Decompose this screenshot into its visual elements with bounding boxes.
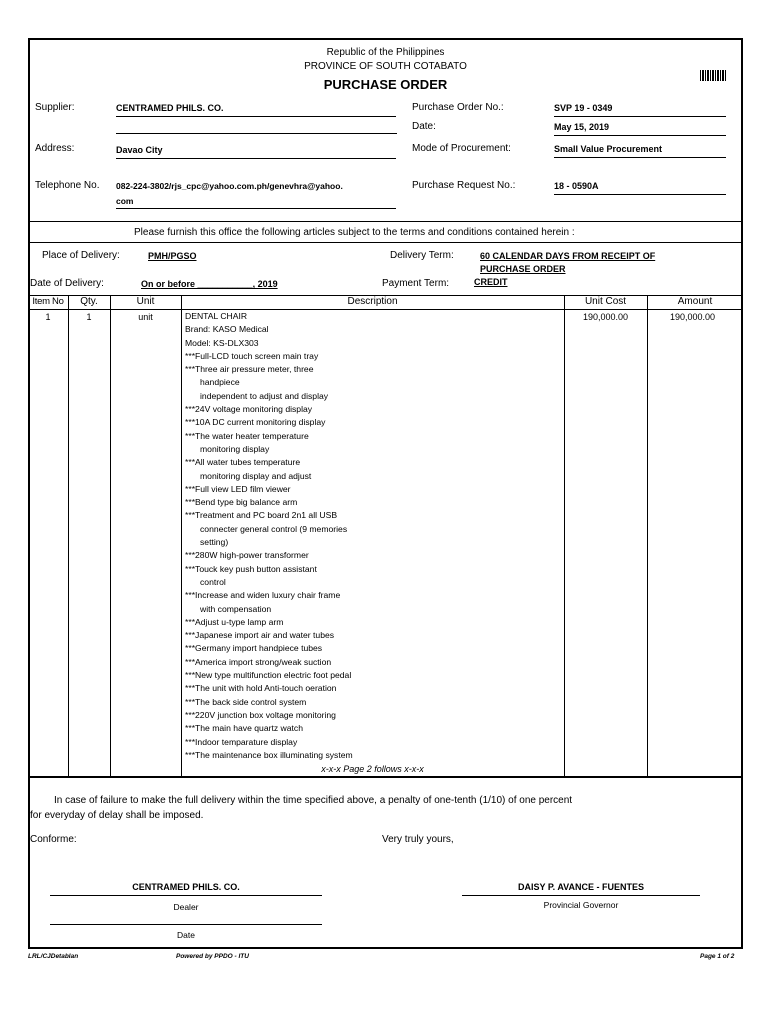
description-line: ***Three air pressure meter, three <box>185 364 314 375</box>
governor-name: DAISY P. AVANCE - FUENTES <box>517 882 645 892</box>
description-line: ***The back side control system <box>185 696 307 707</box>
delivery-term-value-1: 60 CALENDAR DAYS FROM RECEIPT OF <box>480 251 656 261</box>
header-qty: Qty. <box>80 296 98 307</box>
terms-divider <box>28 242 743 243</box>
description-line: setting) <box>200 537 229 548</box>
header-item-no: Item No <box>32 296 64 307</box>
dealer-signature-line <box>50 895 322 896</box>
description-line: ***Germany import handpiece tubes <box>185 643 323 654</box>
description-list <box>185 310 563 762</box>
very-truly-yours: Very truly yours, <box>382 834 454 845</box>
item-no-cell: 1 <box>45 312 51 322</box>
description-line: ***All water tubes temperature <box>185 457 301 468</box>
payment-term-label: Payment Term: <box>382 278 450 289</box>
description-line: ***Full-LCD touch screen main tray <box>185 350 319 361</box>
powered-by: Powered by PPDO - ITU <box>176 953 249 960</box>
telephone-label: Telephone No. <box>35 180 100 191</box>
telephone-value-1: 082-224-3802/rjs_cpc@yahoo.com.ph/genevhra@yahoo. <box>116 181 343 191</box>
description-line: ***280W high-power transformer <box>185 550 309 561</box>
col-line-5 <box>647 295 648 776</box>
description-line: DENTAL CHAIR <box>185 311 248 321</box>
col-line-4 <box>564 295 565 776</box>
delivery-term-value-2: PURCHASE ORDER <box>480 264 566 274</box>
dealer-date-line <box>50 924 322 925</box>
instruction-divider <box>28 221 743 222</box>
governor-signature-line <box>462 895 700 896</box>
page-continuation: x-x-x Page 2 follows x-x-x <box>321 764 424 774</box>
col-line-3 <box>181 295 182 776</box>
address-label: Address: <box>35 143 75 154</box>
penalty-line-2: for everyday of delay shall be imposed. <box>30 810 204 821</box>
header-description: Description <box>347 296 398 307</box>
dealer-label: Dealer <box>173 902 199 912</box>
preparer-code: LRL/CJDetablan <box>28 953 79 960</box>
telephone-value-2: com <box>116 196 396 209</box>
header-unit-cost: Unit Cost <box>584 296 627 307</box>
description-line: ***Treatment and PC board 2n1 all USB <box>185 510 338 521</box>
page-number: Page 1 of 2 <box>700 953 735 960</box>
unit-cell: unit <box>138 312 153 322</box>
col-line-2 <box>110 295 111 776</box>
pr-value: 18 - 0590A <box>554 181 726 195</box>
po-label: Purchase Order No.: <box>412 102 504 113</box>
mode-label: Mode of Procurement: <box>412 143 511 154</box>
dealer-date-label: Date <box>177 930 195 940</box>
conforme-label: Conforme: <box>30 834 77 845</box>
description-line: ***America import strong/weak suction <box>185 656 332 667</box>
delivery-term-label: Delivery Term: <box>390 250 454 261</box>
description-line: ***Touck key push button assistant <box>185 563 317 574</box>
payment-term-value: CREDIT <box>474 277 508 287</box>
date-value: May 15, 2019 <box>554 122 726 136</box>
description-line: Model: KS-DLX303 <box>185 337 259 348</box>
description-line: Brand: KASO Medical <box>185 324 269 335</box>
place-of-delivery-label: Place of Delivery: <box>42 250 120 261</box>
header-amount: Amount <box>677 296 713 307</box>
supplier-value: CENTRAMED PHILS. CO. <box>116 103 396 117</box>
description-line: handpiece <box>200 377 240 388</box>
header-republic: Republic of the Philippines <box>326 47 445 58</box>
description-line: ***The water heater temperature <box>185 430 309 441</box>
page-title: PURCHASE ORDER <box>323 77 448 92</box>
governor-title: Provincial Governor <box>543 900 619 910</box>
description-line: ***Bend type big balance arm <box>185 497 298 508</box>
description-line: monitoring display and adjust <box>200 470 312 481</box>
qty-cell: 1 <box>86 312 92 322</box>
description-line: ***10A DC current monitoring display <box>185 417 326 428</box>
supplier-blank-line <box>116 133 397 134</box>
description-line: ***The main have quartz watch <box>185 723 303 734</box>
dealer-name: CENTRAMED PHILS. CO. <box>132 882 240 892</box>
description-line: ***220V junction box voltage monitoring <box>185 709 336 720</box>
description-line: ***Increase and widen luxury chair frame <box>185 590 341 601</box>
unit-cost-cell: 190,000.00 <box>582 312 629 322</box>
description-line: monitoring display <box>200 443 270 454</box>
pr-label: Purchase Request No.: <box>412 180 516 191</box>
header-unit: Unit <box>136 296 155 307</box>
description-line: independent to adjust and display <box>200 390 329 401</box>
description-line: ***New type multifunction electric foot pedal <box>185 670 352 681</box>
col-line-1 <box>68 295 69 776</box>
instruction-text: Please furnish this office the following articles subject to the terms and conditions contained herein : <box>134 227 575 238</box>
supplier-label: Supplier: <box>35 102 75 113</box>
penalty-line-1: In case of failure to make the full delivery within the time specified above, a penalty of one-tenth (1/10) of one percent <box>54 795 573 806</box>
date-of-delivery-label: Date of Delivery: <box>30 278 104 289</box>
description-line: ***Full view LED film viewer <box>185 483 291 494</box>
description-line: ***Japanese import air and water tubes <box>185 630 335 641</box>
description-line: ***Adjust u-type lamp arm <box>185 616 284 627</box>
date-label: Date: <box>412 121 436 132</box>
description-line: ***Indoor temparature display <box>185 736 298 747</box>
description-line: with compensation <box>200 603 272 614</box>
amount-cell: 190,000.00 <box>670 312 716 322</box>
date-of-delivery-value: On or before ___________, 2019 <box>141 279 278 289</box>
description-line: ***The maintenance box illuminating system <box>185 749 353 760</box>
mode-value: Small Value Procurement <box>554 144 726 158</box>
po-value: SVP 19 - 0349 <box>554 103 726 117</box>
barcode-icon <box>700 70 726 81</box>
place-of-delivery-value: PMH/PGSO <box>148 251 197 261</box>
description-line: connecter general control (9 memories <box>200 523 348 534</box>
header-province: PROVINCE OF SOUTH COTABATO <box>304 61 467 72</box>
description-line: control <box>200 576 226 587</box>
description-line: ***24V voltage monitoring display <box>185 404 313 415</box>
address-value: Davao City <box>116 145 396 159</box>
description-line: ***The unit with hold Anti-touch oeration <box>185 683 337 694</box>
